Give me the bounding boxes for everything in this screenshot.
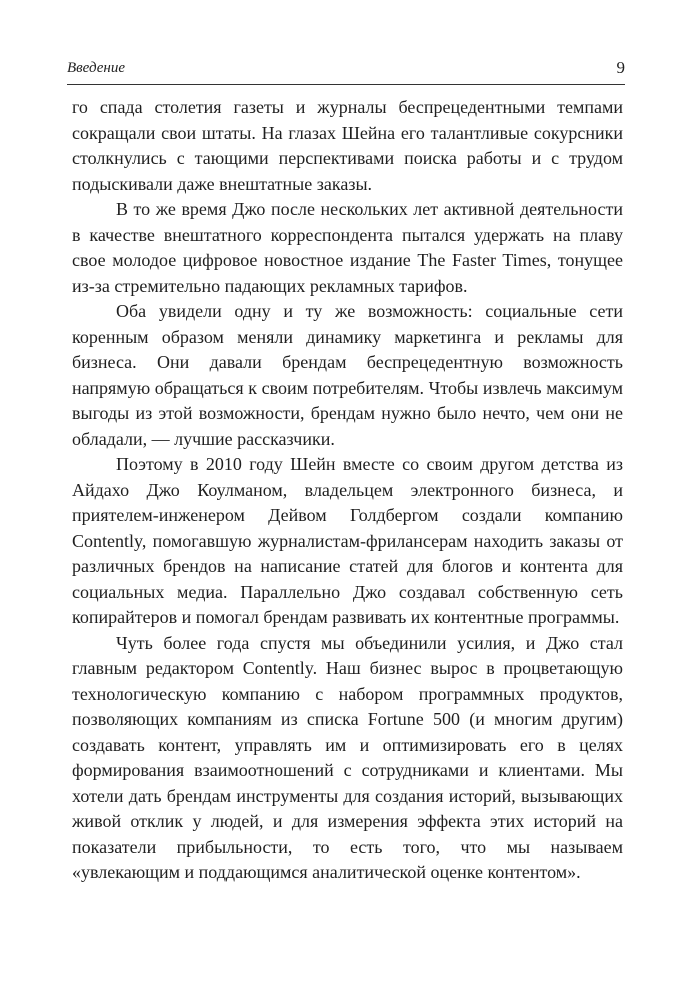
running-head: Введение: [67, 60, 125, 76]
page-header: [67, 58, 625, 85]
paragraph: Чуть более года спустя мы объединили усилия, и Джо стал главным редактором Contently. Наш бизнес вырос в процветающую технологическую компанию с набором программных продуктов, позволяющих компаниям из списка Fortune 500 (и многим другим) создавать контент, управлять им и оптимизировать его в целях формирования взаимоотношений с сотрудниками и клиентами. Мы хотели дать брендам инструменты для создания историй, вызывающих живой отклик у людей, и для измерения эффекта этих историй на показатели прибыльности, то есть того, что мы называем «увлекающим и поддающимся аналитической оценке контентом».: [72, 632, 623, 882]
paragraph: В то же время Джо после нескольких лет активной деятельности в качестве внештатного корреспондента пытался удержать на плаву свое молодое цифровое новостное издание The Faster Times, тонущее из-за стремительно падающих рекламных тарифов.: [72, 199, 623, 296]
page-number: 9: [616, 58, 625, 77]
paragraph: Поэтому в 2010 году Шейн вместе со своим другом детства из Айдахо Джо Коулманом, владельцем электронного бизнеса, и приятелем-инженером Дейвом Голдбергом создали компанию Contently, помогавшую журналистам-фрилансерам находить заказы от различных брендов на написание статей для блогов и контента для социальных медиа. Параллельно Джо создавал собственную сеть копирайтеров и помогал брендам развивать их контентные программы.: [72, 454, 623, 627]
paragraph-continued: го спада столетия газеты и журналы беспрецедентными темпами сокращали свои штаты. На глазах Шейна его талантливые сокурсники столкнулись с тающими перспективами поиска работы и с трудом подыскивали даже внештатные заказы.: [72, 97, 623, 194]
paragraph: Оба увидели одну и ту же возможность: социальные сети коренным образом меняли динамику маркетинга и рекламы для бизнеса. Они давали брендам беспрецедентную возможность напрямую обращаться к своим потребителям. Чтобы извлечь максимум выгоды из этой возможности, брендам нужно было нечто, чем они не обладали, — лучшие рассказчики.: [72, 301, 623, 449]
body-text: [72, 95, 623, 886]
